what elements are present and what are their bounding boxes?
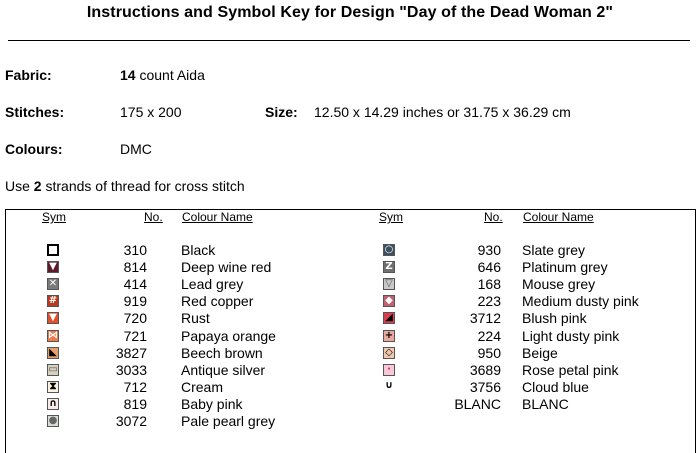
diamond-outline-icon: ◇ (383, 347, 395, 359)
colour-name: Mouse grey (522, 276, 596, 293)
colour-number: 950 (477, 344, 501, 361)
colour-name: Deep wine red (181, 259, 272, 276)
colour-number: 224 (477, 327, 501, 344)
colour-name: Rust (181, 310, 210, 327)
header-sym-right: Sym (379, 210, 403, 224)
stitches-label: Stitches: (5, 104, 65, 120)
bowtie-icon: ⋈ (48, 329, 58, 341)
colour-number: 930 (477, 242, 501, 258)
rectangle-icon: ▭ (48, 363, 58, 375)
header-name-right: Colour Name (523, 210, 594, 224)
arch-icon: ∩ (48, 397, 58, 409)
colour-number: 3712 (469, 310, 501, 327)
colour-number: 720 (123, 310, 147, 327)
colour-number: 223 (477, 293, 501, 310)
colour-name: BLANC (522, 395, 569, 412)
colours-label: Colours: (5, 141, 63, 157)
colour-name: Medium dusty pink (522, 293, 639, 310)
corner-triangle-icon: ◣ (47, 347, 59, 359)
fabric-value (120, 67, 205, 83)
fabric-count: 14 (120, 67, 136, 83)
x-icon: ✕ (48, 278, 58, 290)
triangle-down-icon: ▼ (47, 312, 59, 324)
header-name-left: Colour Name (182, 210, 253, 224)
hourglass-icon: ⧗ (47, 381, 59, 393)
colour-name: Rose petal pink (522, 361, 619, 378)
header-no-left: No. (144, 210, 163, 224)
hash-icon: # (48, 295, 58, 307)
colour-number: 310 (123, 242, 147, 258)
circle-outline-icon: ○ (384, 244, 394, 255)
strands-count: 2 (33, 178, 42, 194)
page-title: Instructions and Symbol Key for Design "Day of the Dead Woman 2" (86, 4, 614, 21)
colour-number: 814 (123, 259, 147, 276)
colour-name: Papaya orange (181, 327, 276, 344)
stitches-value: 175 x 200 (120, 104, 182, 120)
colour-number: 168 (477, 276, 501, 293)
plus-icon: + (384, 329, 394, 341)
header-sym-left: Sym (42, 210, 66, 224)
title-divider (8, 40, 690, 41)
colour-name: Antique silver (181, 361, 266, 378)
colour-number: 919 (123, 293, 147, 310)
colour-name: Platinum grey (522, 259, 608, 276)
colour-name: Black (181, 242, 216, 258)
u-icon: ∪ (384, 379, 394, 391)
fabric-type: count Aida (135, 67, 205, 83)
size-label: Size: (265, 104, 298, 120)
colour-name: Baby pink (181, 395, 243, 412)
colour-name: Pale pearl grey (181, 413, 276, 429)
z-icon: Z (383, 261, 395, 273)
colour-name: Red copper (181, 293, 254, 310)
colours-value: DMC (120, 141, 152, 157)
strands-suffix: strands of thread for cross stitch (41, 178, 245, 194)
fabric-label: Fabric: (5, 67, 52, 83)
colour-name: Lead grey (181, 276, 244, 293)
colour-number: 3033 (115, 361, 147, 378)
colour-name: Cloud blue (522, 378, 589, 395)
diamond-icon: ◆ (383, 295, 395, 307)
colour-number: 3756 (469, 378, 501, 395)
colour-name: Cream (181, 378, 224, 395)
colour-name: Light dusty pink (522, 327, 620, 344)
header-no-right: No. (484, 210, 503, 224)
strands-instruction (5, 178, 245, 194)
strands-prefix: Use (5, 178, 34, 194)
colour-number: 712 (123, 378, 147, 395)
colour-number: 721 (123, 327, 147, 344)
triangle-down-icon: ▼ (47, 261, 59, 273)
colour-number: 819 (123, 395, 147, 412)
colour-name: Beech brown (181, 344, 263, 361)
half-triangle-icon: ◢ (383, 312, 395, 324)
dot-icon: · (383, 364, 395, 376)
circle-icon: ● (48, 415, 58, 426)
colour-number: BLANC (454, 395, 501, 412)
colour-number: 414 (123, 276, 147, 293)
size-value: 12.50 x 14.29 inches or 31.75 x 36.29 cm (314, 104, 571, 120)
square-outline-icon (47, 244, 59, 256)
colour-number: 646 (477, 259, 501, 276)
colour-name: Slate grey (522, 242, 586, 258)
blank-icon (383, 398, 395, 410)
colour-number: 3072 (115, 413, 147, 429)
colour-number: 3827 (115, 344, 147, 361)
colour-name: Beige (522, 344, 558, 361)
colour-number: 3689 (469, 361, 501, 378)
triangle-down-icon: ▽ (383, 278, 395, 290)
colour-name: Blush pink (522, 310, 587, 327)
